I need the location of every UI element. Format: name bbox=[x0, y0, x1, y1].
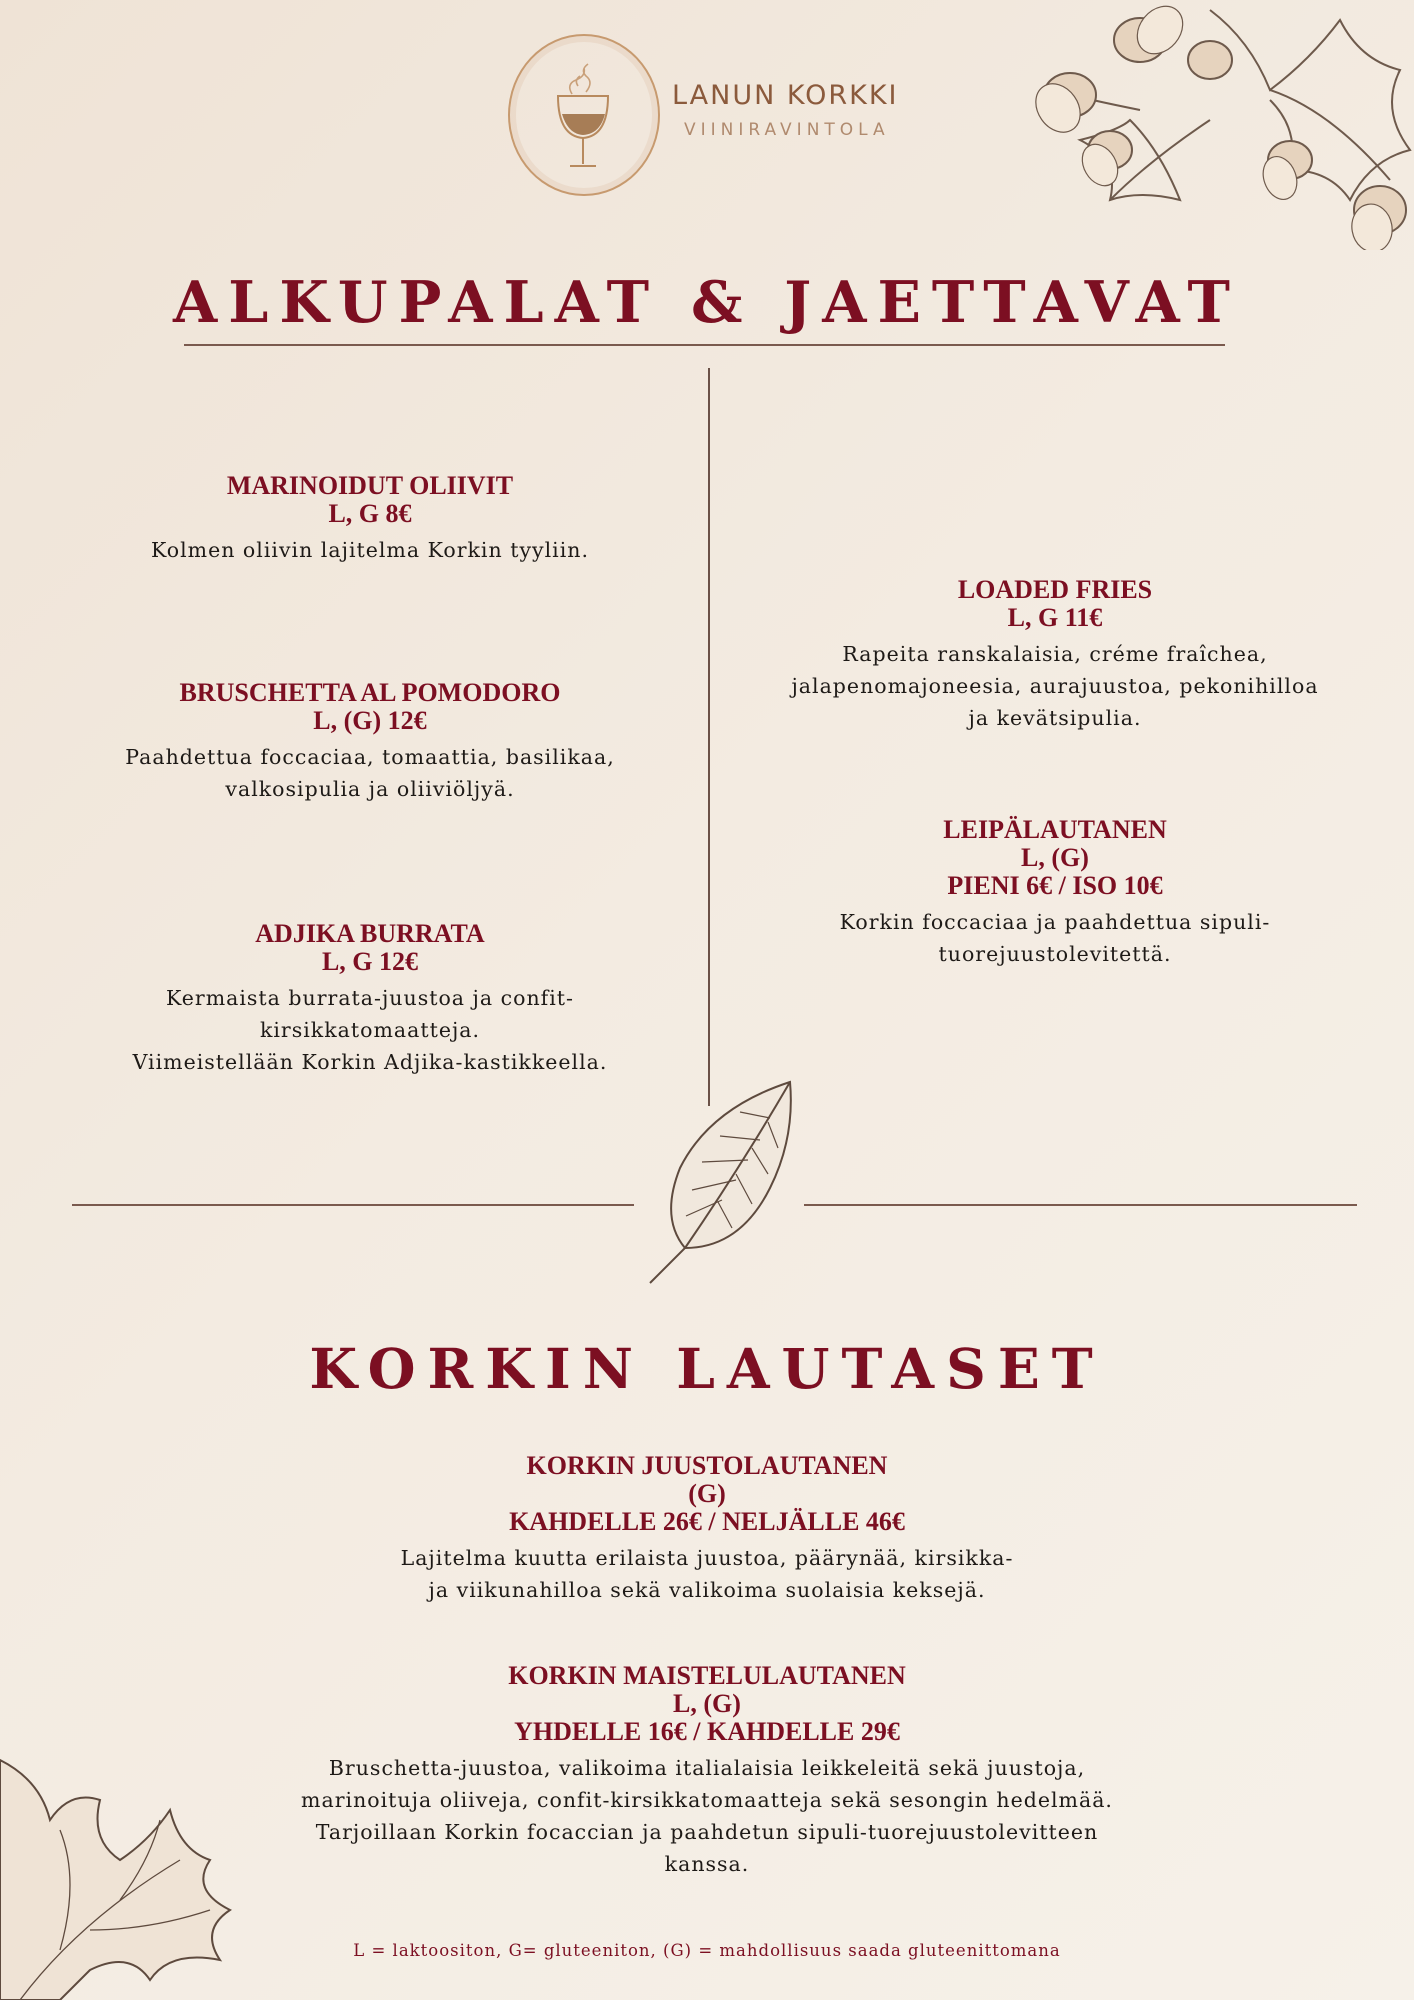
dish-desc: ja viikunahilloa sekä valikoima suolaisia keksejä. bbox=[428, 1578, 986, 1602]
dish-price: KAHDELLE 26€ / NELJÄLLE 46€ bbox=[509, 1507, 905, 1536]
dish-desc: Korkin foccaciaa ja paahdettua sipuli- bbox=[839, 910, 1271, 934]
wine-glass-icon bbox=[548, 56, 618, 176]
dish-desc: valkosipulia ja oliiviöljyä. bbox=[225, 777, 515, 801]
dish-desc: ja kevätsipulia. bbox=[968, 706, 1142, 730]
dish-desc: Kolmen oliivin lajitelma Korkin tyyliin. bbox=[150, 538, 589, 562]
maple-leaf-illustration bbox=[0, 1740, 260, 2000]
dish-tags: (G) bbox=[688, 1479, 726, 1508]
dish-leipalautanen bbox=[740, 816, 1370, 970]
dish-tags: L, G 12€ bbox=[321, 947, 419, 976]
diet-legend: L = laktoositon, G= gluteeniton, (G) = mahdollisuus saada gluteenittomana bbox=[353, 1941, 1061, 1960]
brand-subtitle: VIINIRAVINTOLA bbox=[684, 120, 890, 140]
dish-juustolautanen bbox=[257, 1452, 1157, 1606]
dish-tags: L, (G) bbox=[1021, 843, 1089, 872]
dish-desc: marinoituja oliiveja, confit-kirsikkatomaatteja sekä sesongin hedelmää. bbox=[301, 1788, 1113, 1812]
dish-price: YHDELLE 16€ / KAHDELLE 29€ bbox=[514, 1717, 900, 1746]
title-underline bbox=[184, 344, 1225, 346]
dish-name: KORKIN MAISTELULAUTANEN bbox=[508, 1661, 906, 1690]
acorn-oak-leaves-illustration bbox=[1010, 0, 1414, 250]
dish-name: LOADED FRIES bbox=[957, 575, 1153, 604]
dish-name: MARINOIDUT OLIIVIT bbox=[226, 471, 514, 500]
dish-desc: Rapeita ranskalaisia, créme fraîchea, bbox=[842, 642, 1268, 666]
dish-adjika-burrata bbox=[70, 920, 670, 1078]
section-divider-left bbox=[72, 1204, 634, 1206]
dish-desc: jalapenomajoneesia, aurajuustoa, pekonihilloa bbox=[791, 674, 1319, 698]
column-divider bbox=[708, 368, 710, 1106]
dish-price: PIENI 6€ / ISO 10€ bbox=[947, 871, 1163, 900]
brand-logo bbox=[500, 28, 920, 198]
dish-tags: L, (G) bbox=[673, 1689, 741, 1718]
brand-name: LANUN KORKKI bbox=[672, 80, 899, 111]
dish-name: LEIPÄLAUTANEN bbox=[943, 815, 1167, 844]
leaf-illustration bbox=[640, 1078, 800, 1288]
dish-loaded-fries bbox=[740, 576, 1370, 734]
appetizers-title: ALKUPALAT & JAETTAVAT bbox=[173, 269, 1241, 336]
dish-name: BRUSCHETTA AL POMODORO bbox=[179, 678, 561, 707]
dish-tags: L, (G) 12€ bbox=[313, 706, 427, 735]
dish-desc: Lajitelma kuutta erilaista juustoa, päärynää, kirsikka- bbox=[400, 1546, 1014, 1570]
dish-desc: Tarjoillaan Korkin focaccian ja paahdetun sipuli-tuorejuustolevitteen bbox=[315, 1820, 1099, 1844]
dish-tags: L, G 11€ bbox=[1007, 603, 1103, 632]
dish-marinoidut-oliivit bbox=[70, 472, 670, 566]
dish-tags: L, G 8€ bbox=[328, 499, 412, 528]
dish-desc: Viimeistellään Korkin Adjika-kastikkeella. bbox=[132, 1050, 608, 1074]
dish-maistelulautanen bbox=[207, 1662, 1207, 1880]
plates-title: KORKIN LAUTASET bbox=[309, 1336, 1105, 1401]
dish-name: ADJIKA BURRATA bbox=[255, 919, 485, 948]
section-divider-right bbox=[804, 1204, 1357, 1206]
dish-desc: tuorejuustolevitettä. bbox=[938, 942, 1172, 966]
dish-desc: Paahdettua foccaciaa, tomaattia, basilikaa, bbox=[125, 745, 615, 769]
dish-bruschetta bbox=[70, 679, 670, 805]
dish-desc: kirsikkatomaatteja. bbox=[259, 1018, 481, 1042]
dish-desc: Kermaista burrata-juustoa ja confit- bbox=[166, 986, 574, 1010]
dish-desc: kanssa. bbox=[664, 1852, 750, 1876]
dish-name: KORKIN JUUSTOLAUTANEN bbox=[526, 1451, 888, 1480]
dish-desc: Bruschetta-juustoa, valikoima italialaisia leikkeleitä sekä juustoja, bbox=[328, 1756, 1086, 1780]
